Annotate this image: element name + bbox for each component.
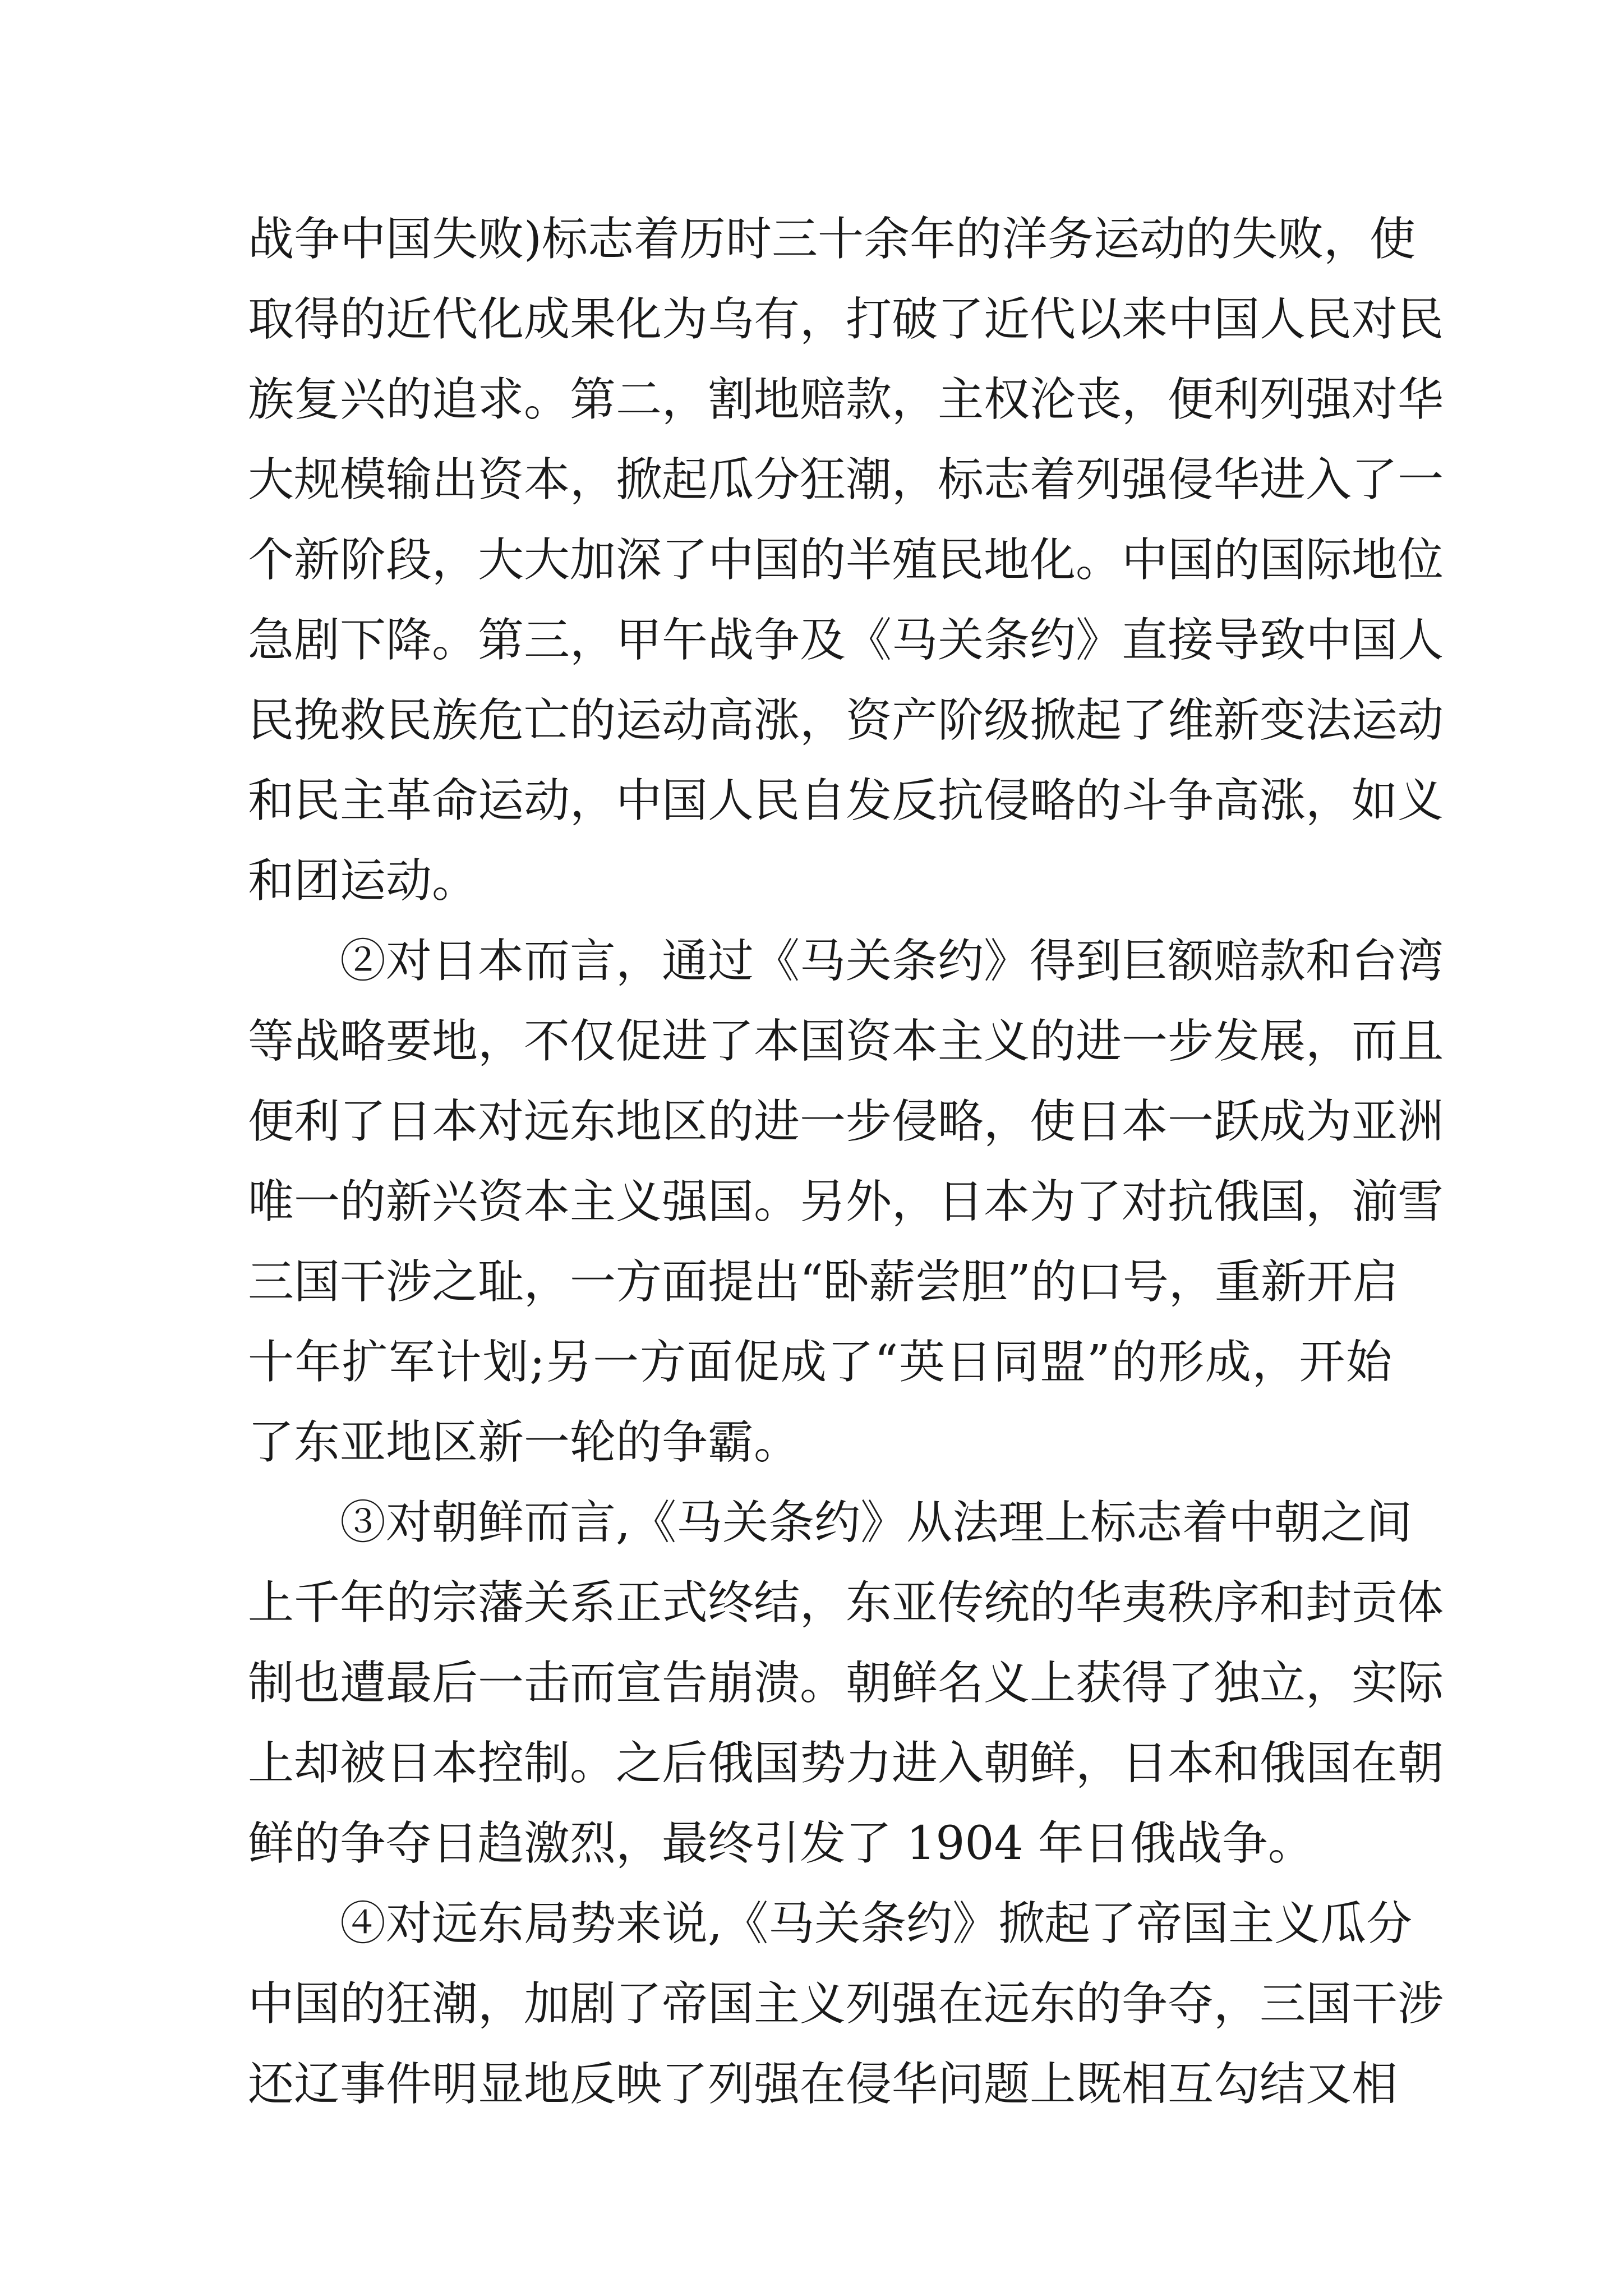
text-line: 唯一的新兴资本主义强国。另外，日本为了对抗俄国，湔雪 [248,1175,1444,1228]
text-line: 大规模输出资本，掀起瓜分狂潮，标志着列强侵华进入了一 [248,453,1444,507]
body-text [248,199,1444,2124]
text-line: 了东亚地区新一轮的争霸。 [248,1416,800,1469]
text-line: 鲜的争夺日趋激烈，最终引发了 1904 年日俄战争。 [248,1817,1314,1870]
text-line: 和民主革命运动，中国人民自发反抗侵略的斗争高涨，如义 [248,774,1444,827]
paragraph-start-line: ②对日本而言，通过《马关条约》得到巨额赔款和台湾 [340,935,1444,988]
text-line: 战争中国失败)标志着历时三十余年的洋务运动的失败，使 [248,213,1415,266]
text-line: 民挽救民族危亡的运动高涨，资产阶级掀起了维新变法运动 [248,694,1444,747]
text-line: 三国干涉之耻，一方面提出“卧薪尝胆”的口号，重新开启 [248,1255,1399,1309]
text-line: 制也遭最后一击而宣告崩溃。朝鲜名义上获得了独立，实际 [248,1657,1444,1710]
text-line: 等战略要地，不仅促进了本国资本主义的进一步发展，而且 [248,1015,1444,1068]
text-line: 中国的狂潮，加剧了帝国主义列强在远东的争夺，三国干涉 [248,1977,1444,2031]
text-line: 十年扩军计划;另一方面促成了“英日同盟”的形成，开始 [248,1336,1392,1389]
paragraph-start-line: ④对远东局势来说,《马关条约》掀起了帝国主义瓜分 [340,1897,1413,1950]
text-line: 上却被日本控制。之后俄国势力进入朝鲜，日本和俄国在朝 [248,1737,1444,1790]
text-line: 便利了日本对远东地区的进一步侵略，使日本一跃成为亚洲 [248,1095,1444,1148]
text-line: 和团运动。 [248,854,478,908]
paragraph-start-line: ③对朝鲜而言,《马关条约》从法理上标志着中朝之间 [340,1496,1413,1549]
text-line: 还辽事件明显地反映了列强在侵华问题上既相互勾结又相 [248,2058,1398,2111]
text-line: 族复兴的追求。第二，割地赔款，主权沦丧，便利列强对华 [248,373,1444,426]
text-line: 个新阶段，大大加深了中国的半殖民地化。中国的国际地位 [248,533,1444,587]
text-line: 急剧下降。第三，甲午战争及《马关条约》直接导致中国人 [248,614,1444,667]
text-line: 取得的近代化成果化为乌有，打破了近代以来中国人民对民 [248,293,1444,346]
text-line: 上千年的宗藩关系正式终结，东亚传统的华夷秩序和封贡体 [248,1576,1444,1630]
